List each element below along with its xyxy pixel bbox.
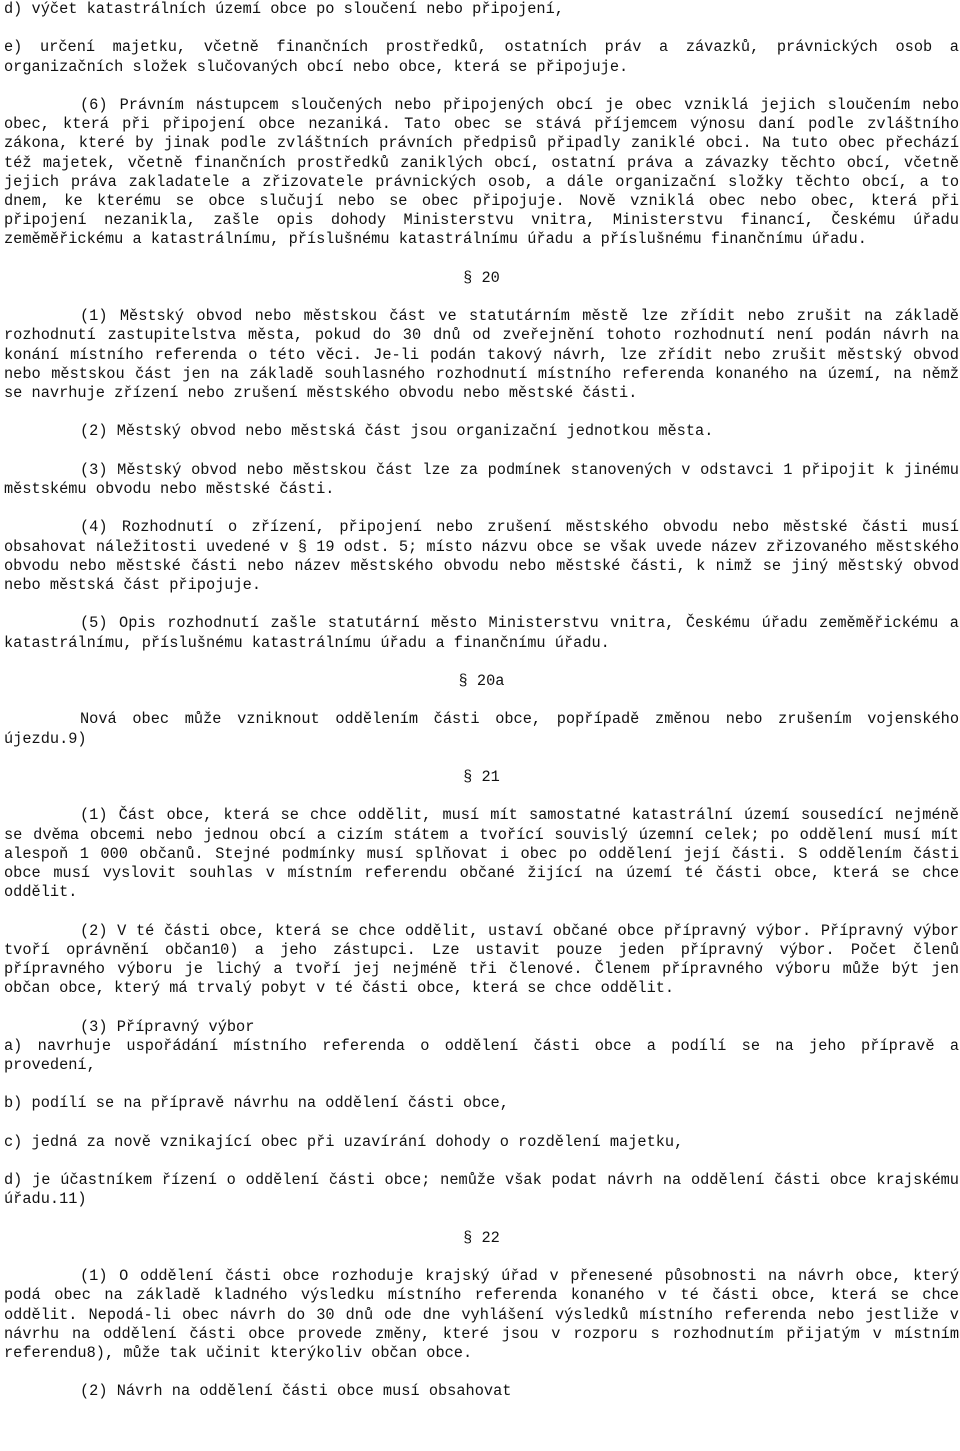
- section-21-item-b: b) podílí se na přípravě návrhu na oddělení části obce,: [4, 1094, 509, 1113]
- section-20-heading: § 20: [463, 268, 500, 287]
- section-20-paragraph-2: (2) Městský obvod nebo městská část jsou organizační jednotkou města.: [80, 422, 714, 441]
- section-21-paragraph-3-lead: (3) Přípravný výbor: [80, 1017, 255, 1036]
- section-20-paragraph-1: (1) Městský obvod nebo městskou část ve statutárním městě lze zřídit nebo zrušit na základě rozhodnutí zastupitelstva města, pokud do 30 dnů od zveřejnění tohoto rozhodnutí není podán návrh na konání místního referenda o této věci. Je-li podán takový návrh, lze zřídit nebo zrušit městský obvod nebo městskou část jen na základě souhlasného rozhodnutí místního referenda konaného na území, na němž se navrhuje zřízení nebo zrušení městského obvodu nebo městské části.: [4, 307, 959, 402]
- section-21-item-a: a) navrhuje uspořádání místního referenda o oddělení části obce a podílí se na jeho přípravě a provedení,: [4, 1036, 959, 1074]
- section-21-item-c: c) jedná za nově vznikající obec při uzavírání dohody o rozdělení majetku,: [4, 1132, 684, 1151]
- section-21-paragraph-1: (1) Část obce, která se chce oddělit, musí mít samostatné katastrální území sousedící nejméně se dvěma obcemi nebo jednou obcí a cizím státem a tvořící souvislý územní celek; po oddělení musí mít alespoň 1 000 občanů. Stejné podmínky musí splňovat i obec po oddělení její části. S oddělením části obce musí vyslovit souhlas v místním referendu občané žijící na území té části obce, která se chce oddělit.: [4, 806, 959, 902]
- section-21-heading: § 21: [463, 767, 500, 786]
- section-20a-heading: § 20a: [458, 671, 505, 690]
- section-22-paragraph-1: (1) O oddělení části obce rozhoduje krajský úřad v přenesené působnosti na návrh obce, který podá obec na základě kladného výsledku místního referenda konaného v té části obce, která se chce oddělit. Nepodá-li obec návrh do 30 dnů ode dne vyhlášení výsledků místního referenda nebo jestliže v návrhu na oddělení části obce provede změny, které jsou v rozporu s rozhodnutím přijatým v místním referendu8), může tak učinit kterýkoliv občan obce.: [4, 1267, 959, 1362]
- document-page: [4, 0, 959, 1421]
- section-20-paragraph-3: (3) Městský obvod nebo městskou část lze za podmínek stanovených v odstavci 1 připojit k jinému městskému obvodu nebo městské části.: [4, 460, 959, 498]
- section-22-heading: § 22: [463, 1228, 500, 1247]
- section-20-paragraph-4: (4) Rozhodnutí o zřízení, připojení nebo zrušení městského obvodu nebo městské části musí obsahovat náležitosti uvedené v § 19 odst. 5; místo názvu obce se však uvede název zřizovaného městského obvodu nebo městské části nebo název městského obvodu nebo městské části, k nimž se jiný městský obvod nebo městská část připojuje.: [4, 518, 959, 594]
- paragraph-e-property: e) určení majetku, včetně finančních prostředků, ostatních práv a závazků, právnických osob a organizačních složek slučovaných obcí nebo obce, která se připojuje.: [4, 38, 959, 76]
- section-21-item-d: d) je účastníkem řízení o oddělení části obce; nemůže však podat návrh na oddělení části obce krajskému úřadu.11): [4, 1171, 959, 1209]
- paragraph-d-cadastral: d) výčet katastrálních území obce po sloučení nebo připojení,: [4, 0, 564, 18]
- section-20a-paragraph: Nová obec může vzniknout oddělením části obce, popřípadě změnou nebo zrušením vojenského újezdu.9): [4, 710, 959, 748]
- section-22-paragraph-2: (2) Návrh na oddělení části obce musí obsahovat: [80, 1382, 512, 1401]
- section-20-paragraph-5: (5) Opis rozhodnutí zašle statutární město Ministerstvu vnitra, Českému úřadu zeměměřickému a katastrálnímu, příslušnému katastrálnímu úřadu a finančnímu úřadu.: [4, 614, 959, 652]
- paragraph-6-successor: (6) Právním nástupcem sloučených nebo připojených obcí je obec vzniklá jejich sloučením nebo obec, která při připojení obce nezaniká. Tato obec se stává příjemcem výnosu daní podle zvláštního zákona, které by jinak podle zvláštních právních předpisů připadly zaniklé obci. Na tuto obec přechází též majetek, včetně finančních prostředků zaniklých obcí, ostatní práva a závazky těchto obcí, včetně jejich práva zakladatele a zřizovatele právnických osob, a dále organizační složky těchto obcí, a to dnem, ke kterému se obce slučují nebo se obec připojuje. Nově vzniklá obec nebo obec, která při připojení nezanikla, zašle opis dohody Ministerstvu vnitra, Ministerstvu financí, Českému úřadu zeměměřickému a katastrálnímu, příslušnému katastrálnímu úřadu a příslušnému finančnímu úřadu.: [4, 95, 959, 249]
- section-21-paragraph-2: (2) V té části obce, která se chce oddělit, ustaví občané obce přípravný výbor. Přípravný výbor tvoří oprávnění občan10) a jeho zástupci. Lze ustavit pouze jeden přípravný výbor. Počet členů přípravného výboru je lichý a tvoří jej nejméně tři členové. Členem přípravného výboru může být jen občan obce, který má trvalý pobyt v té části obce, která se chce oddělit.: [4, 921, 959, 998]
